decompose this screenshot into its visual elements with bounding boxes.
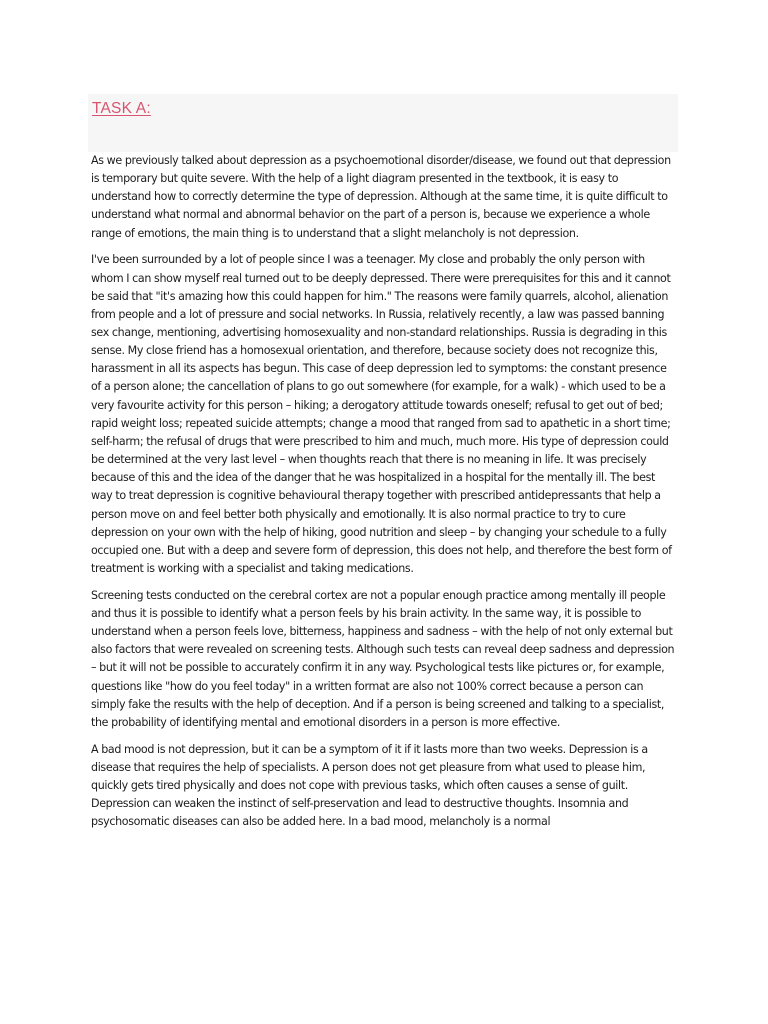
document-body xyxy=(91,152,679,840)
paragraph-intro: As we previously talked about depression as a psychoemotional disorder/disease, we found out that depression is temporary but quite severe. With the help of a light diagram presented in the textbook, it is easy to understand how to correctly determine the type of depression. Although at the same time, it is quite difficult to understand what normal and abnormal behavior on the part of a person is, because we experience a whole range of emotions, the main thing is to understand that a slight melancholy is not depression. xyxy=(91,154,671,240)
task-title: TASK A: xyxy=(92,100,151,117)
task-header-box xyxy=(88,94,678,152)
paragraph-personal-case: I've been surrounded by a lot of people since I was a teenager. My close and probably the only person with whom I can show myself real turned out to be deeply depressed. There were prerequisites for this and it cannot be said that "it's amazing how this could happen for him." The reasons were family quarrels, alcohol, alienation from people and a lot of pressure and social networks. In Russia, relatively recently, a law was passed banning sex change, mentioning, advertising homosexuality and non-standard relationships. Russia is degrading in this sense. My close friend has a homosexual orientation, and therefore, because society does not recognize this, harassment in all its aspects has begun. This case of deep depression led to symptoms: the constant presence of a person alone; the cancellation of plans to go out somewhere (for example, for a walk) - which used to be a very favourite activity for this person – hiking; a derogatory attitude towards oneself; refusal to get out of bed; rapid weight loss; repeated suicide attempts; change a mood that ranged from sad to apathetic in a short time; self-harm; the refusal of drugs that were prescribed to him and much, much more. His type of depression could be determined at the very last level – when thoughts reach that there is no meaning in life. It was precisely because of this and the idea of the danger that he was hospitalized in a hospital for the mentally ill. The best way to treat depression is cognitive behavioural therapy together with prescribed antidepressants that help a person move on and feel better both physically and emotionally. It is also normal practice to try to cure depression on your own with the help of hiking, good nutrition and sleep – by changing your schedule to a fully occupied one. But with a deep and severe form of depression, this does not help, and therefore the best form of treatment is working with a specialist and taking medications. xyxy=(91,253,672,576)
paragraph-bad-mood: A bad mood is not depression, but it can be a symptom of it if it lasts more than two weeks. Depression is a disease that requires the help of specialists. A person does not get pleasure from what used to please him, quickly gets tired physically and does not cope with previous tasks, which often causes a sense of guilt. Depression can weaken the instinct of self-preservation and lead to destructive thoughts. Insomnia and psychosomatic diseases can also be added here. In a bad mood, melancholy is a normal xyxy=(91,742,648,829)
paragraph-screening-tests: Screening tests conducted on the cerebral cortex are not a popular enough practice among mentally ill people and thus it is possible to identify what a person feels by his brain activity. In the same way, it is possible to understand when a person feels love, bitterness, happiness and sadness – with the help of not only external but also factors that were revealed on screening tests. Although such tests can reveal deep sadness and depression – but it will not be possible to accurately confirm it in any way. Psychological tests like pictures or, for example, questions like "how do you feel today" in a written format are also not 100% correct because a person can simply fake the results with the help of deception. And if a person is being screened and talking to a specialist, the probability of identifying mental and emotional disorders in a person is more effective. xyxy=(91,588,675,729)
